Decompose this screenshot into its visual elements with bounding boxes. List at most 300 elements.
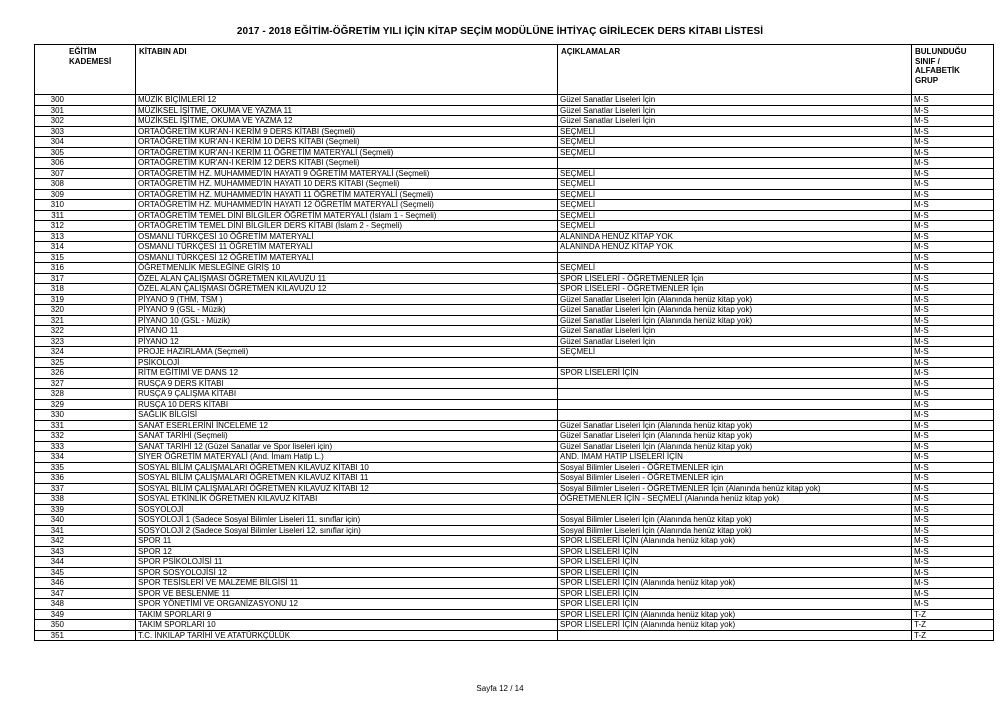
cell-grup: M-S bbox=[912, 179, 994, 190]
cell-egitim-kademesi bbox=[66, 105, 136, 116]
cell-row-number: 303 bbox=[35, 126, 67, 137]
cell-kitap-adi: MÜZİKSEL İŞİTME, OKUMA VE YAZMA 11 bbox=[136, 105, 558, 116]
table-row bbox=[35, 210, 994, 221]
cell-grup: M-S bbox=[912, 158, 994, 169]
table-row bbox=[35, 567, 994, 578]
cell-kitap-adi: SANAT TARİHİ 12 (Güzel Sanatlar ve Spor liseleri için) bbox=[136, 441, 558, 452]
cell-kitap-adi: T.C. İNKILAP TARİHİ VE ATATÜRKÇÜLÜK bbox=[136, 630, 558, 641]
table-row bbox=[35, 263, 994, 274]
cell-row-number: 328 bbox=[35, 389, 67, 400]
cell-aciklama bbox=[558, 357, 912, 368]
column-header-kitap-adi: KİTABIN ADI bbox=[136, 45, 558, 95]
cell-kitap-adi: SPOR SOSYOLOJİSİ 12 bbox=[136, 567, 558, 578]
cell-row-number: 334 bbox=[35, 452, 67, 463]
cell-aciklama: SEÇMELİ bbox=[558, 147, 912, 158]
cell-aciklama: Güzel Sanatlar Liseleri İçin (Alanında henüz kitap yok) bbox=[558, 420, 912, 431]
cell-kitap-adi: OSMANLI TÜRKÇESİ 11 ÖĞRETİM MATERYALİ bbox=[136, 242, 558, 253]
cell-kitap-adi: MÜZİK BİÇİMLERİ 12 bbox=[136, 95, 558, 106]
cell-kitap-adi: SOSYAL BİLİM ÇALIŞMALARI ÖĞRETMEN KILAVUZ KİTABI 12 bbox=[136, 483, 558, 494]
cell-grup: M-S bbox=[912, 389, 994, 400]
cell-grup: M-S bbox=[912, 431, 994, 442]
table-row bbox=[35, 273, 994, 284]
cell-grup: M-S bbox=[912, 284, 994, 295]
cell-kitap-adi: PİYANO 12 bbox=[136, 336, 558, 347]
cell-kitap-adi: SANAT ESERLERİNİ İNCELEME 12 bbox=[136, 420, 558, 431]
cell-grup: M-S bbox=[912, 441, 994, 452]
cell-row-number: 326 bbox=[35, 368, 67, 379]
cell-kitap-adi: SPOR TESİSLERİ VE MALZEME BİLGİSİ 11 bbox=[136, 578, 558, 589]
cell-egitim-kademesi bbox=[66, 420, 136, 431]
cell-kitap-adi: SOSYAL BİLİM ÇALIŞMALARI ÖĞRETMEN KILAVUZ KİTABI 11 bbox=[136, 473, 558, 484]
cell-egitim-kademesi bbox=[66, 147, 136, 158]
cell-grup: T-Z bbox=[912, 620, 994, 631]
cell-kitap-adi: SOSYAL BİLİM ÇALIŞMALARI ÖĞRETMEN KILAVUZ KİTABI 10 bbox=[136, 462, 558, 473]
cell-grup: M-S bbox=[912, 567, 994, 578]
cell-grup: M-S bbox=[912, 515, 994, 526]
cell-aciklama: Güzel Sanatlar Liseleri İçin bbox=[558, 326, 912, 337]
cell-egitim-kademesi bbox=[66, 137, 136, 148]
table-row bbox=[35, 620, 994, 631]
cell-egitim-kademesi bbox=[66, 158, 136, 169]
table-row bbox=[35, 515, 994, 526]
cell-aciklama: Sosyal Bilimler Liseleri - ÖĞRETMENLER İçin (Alanında henüz kitap yok) bbox=[558, 483, 912, 494]
cell-egitim-kademesi bbox=[66, 242, 136, 253]
cell-kitap-adi: SPOR YÖNETİMİ VE ORGANİZASYONU 12 bbox=[136, 599, 558, 610]
cell-egitim-kademesi bbox=[66, 630, 136, 641]
cell-aciklama: ALANINDA HENÜZ KİTAP YOK bbox=[558, 231, 912, 242]
cell-row-number: 302 bbox=[35, 116, 67, 127]
table-row bbox=[35, 326, 994, 337]
table-row bbox=[35, 284, 994, 295]
cell-row-number: 337 bbox=[35, 483, 67, 494]
column-header-kademe-no bbox=[35, 45, 67, 95]
table-row bbox=[35, 462, 994, 473]
page-title: 2017 - 2018 EĞİTİM-ÖĞRETİM YILI İÇİN KİTAP SEÇİM MODÜLÜNE İHTİYAÇ GİRİLECEK DERS KİTABI LİSTESİ bbox=[236, 26, 764, 37]
cell-aciklama: Güzel Sanatlar Liseleri İçin bbox=[558, 95, 912, 106]
table-row bbox=[35, 116, 994, 127]
table-row bbox=[35, 315, 994, 326]
cell-kitap-adi: ÖZEL ALAN ÇALIŞMASI ÖĞRETMEN KILAVUZU 11 bbox=[136, 273, 558, 284]
cell-aciklama: SPOR LİSELERİ İÇİN (Alanında henüz kitap yok) bbox=[558, 578, 912, 589]
cell-egitim-kademesi bbox=[66, 504, 136, 515]
cell-row-number: 305 bbox=[35, 147, 67, 158]
table-row bbox=[35, 525, 994, 536]
cell-kitap-adi: MÜZİKSEL İŞİTME, OKUMA VE YAZMA 12 bbox=[136, 116, 558, 127]
cell-egitim-kademesi bbox=[66, 116, 136, 127]
table-row bbox=[35, 221, 994, 232]
cell-kitap-adi: SANAT TARİHİ (Seçmeli) bbox=[136, 431, 558, 442]
page-footer: Sayfa 12 / 14 bbox=[476, 684, 524, 693]
cell-row-number: 346 bbox=[35, 578, 67, 589]
table-row bbox=[35, 599, 994, 610]
cell-egitim-kademesi bbox=[66, 536, 136, 547]
cell-grup: M-S bbox=[912, 473, 994, 484]
table-row bbox=[35, 179, 994, 190]
cell-egitim-kademesi bbox=[66, 483, 136, 494]
cell-egitim-kademesi bbox=[66, 126, 136, 137]
cell-grup: M-S bbox=[912, 231, 994, 242]
cell-egitim-kademesi bbox=[66, 515, 136, 526]
cell-egitim-kademesi bbox=[66, 284, 136, 295]
cell-egitim-kademesi bbox=[66, 494, 136, 505]
cell-grup: M-S bbox=[912, 336, 994, 347]
table-row bbox=[35, 630, 994, 641]
cell-grup: M-S bbox=[912, 252, 994, 263]
cell-aciklama bbox=[558, 410, 912, 421]
cell-aciklama: SEÇMELİ bbox=[558, 137, 912, 148]
cell-kitap-adi: SPOR 11 bbox=[136, 536, 558, 547]
cell-kitap-adi: ORTAÖĞRETİM KUR'AN-I KERİM 10 DERS KİTABI (Seçmeli) bbox=[136, 137, 558, 148]
cell-aciklama: SPOR LİSELERİ İÇİN (Alanında henüz kitap yok) bbox=[558, 620, 912, 631]
cell-aciklama: Güzel Sanatlar Liseleri İçin (Alanında henüz kitap yok) bbox=[558, 441, 912, 452]
table-row bbox=[35, 504, 994, 515]
cell-grup: M-S bbox=[912, 494, 994, 505]
cell-aciklama: SPOR LİSELERİ - ÖĞRETMENLER İçin bbox=[558, 273, 912, 284]
cell-kitap-adi: TAKIM SPORLARI 10 bbox=[136, 620, 558, 631]
table-row bbox=[35, 452, 994, 463]
cell-aciklama bbox=[558, 389, 912, 400]
cell-aciklama: AND. İMAM HATİP LİSELERİ İÇİN bbox=[558, 452, 912, 463]
cell-row-number: 324 bbox=[35, 347, 67, 358]
cell-egitim-kademesi bbox=[66, 546, 136, 557]
cell-kitap-adi: SİYER ÖĞRETİM MATERYALİ (And. İmam Hatip L.) bbox=[136, 452, 558, 463]
cell-row-number: 301 bbox=[35, 105, 67, 116]
table-row bbox=[35, 389, 994, 400]
cell-aciklama: SPOR LİSELERİ İÇİN bbox=[558, 546, 912, 557]
table-row bbox=[35, 242, 994, 253]
cell-row-number: 310 bbox=[35, 200, 67, 211]
cell-grup: M-S bbox=[912, 546, 994, 557]
cell-grup: M-S bbox=[912, 588, 994, 599]
cell-egitim-kademesi bbox=[66, 315, 136, 326]
cell-kitap-adi: PROJE HAZIRLAMA (Seçmeli) bbox=[136, 347, 558, 358]
column-header-grup-line3: ALFABETİK bbox=[915, 66, 960, 75]
table-row bbox=[35, 420, 994, 431]
cell-grup: M-S bbox=[912, 294, 994, 305]
cell-grup: M-S bbox=[912, 137, 994, 148]
cell-egitim-kademesi bbox=[66, 399, 136, 410]
cell-egitim-kademesi bbox=[66, 336, 136, 347]
cell-kitap-adi: TAKIM SPORLARI 9 bbox=[136, 609, 558, 620]
cell-row-number: 344 bbox=[35, 557, 67, 568]
table-row bbox=[35, 431, 994, 442]
table-row bbox=[35, 578, 994, 589]
cell-aciklama: SPOR LİSELERİ İÇİN bbox=[558, 368, 912, 379]
table-row bbox=[35, 536, 994, 547]
cell-egitim-kademesi bbox=[66, 588, 136, 599]
table-header bbox=[35, 45, 994, 95]
cell-kitap-adi: RUSÇA 9 ÇALIŞMA KİTABI bbox=[136, 389, 558, 400]
cell-row-number: 316 bbox=[35, 263, 67, 274]
table-row bbox=[35, 95, 994, 106]
cell-aciklama: Sosyal Bilimler Liseleri İçin (Alanında henüz kitap yok) bbox=[558, 515, 912, 526]
cell-aciklama: Güzel Sanatlar Liseleri İçin bbox=[558, 105, 912, 116]
cell-row-number: 349 bbox=[35, 609, 67, 620]
cell-row-number: 304 bbox=[35, 137, 67, 148]
column-header-grup bbox=[912, 45, 994, 95]
cell-egitim-kademesi bbox=[66, 210, 136, 221]
cell-kitap-adi: PİYANO 10 (GSL - Müzik) bbox=[136, 315, 558, 326]
cell-aciklama: Güzel Sanatlar Liseleri İçin (Alanında henüz kitap yok) bbox=[558, 305, 912, 316]
cell-grup: M-S bbox=[912, 242, 994, 253]
table-row bbox=[35, 347, 994, 358]
cell-grup: M-S bbox=[912, 147, 994, 158]
cell-grup: M-S bbox=[912, 263, 994, 274]
cell-row-number: 340 bbox=[35, 515, 67, 526]
cell-grup: M-S bbox=[912, 200, 994, 211]
cell-grup: M-S bbox=[912, 504, 994, 515]
cell-row-number: 315 bbox=[35, 252, 67, 263]
cell-row-number: 330 bbox=[35, 410, 67, 421]
cell-grup: M-S bbox=[912, 483, 994, 494]
cell-row-number: 307 bbox=[35, 168, 67, 179]
cell-kitap-adi: PİYANO 11 bbox=[136, 326, 558, 337]
cell-grup: M-S bbox=[912, 420, 994, 431]
cell-kitap-adi: ÖZEL ALAN ÇALIŞMASI ÖĞRETMEN KILAVUZU 12 bbox=[136, 284, 558, 295]
cell-kitap-adi: RUSÇA 10 DERS KİTABI bbox=[136, 399, 558, 410]
cell-aciklama: SEÇMELİ bbox=[558, 263, 912, 274]
cell-kitap-adi: OSMANLI TÜRKÇESİ 12 ÖĞRETİM MATERYALİ bbox=[136, 252, 558, 263]
cell-aciklama: SPOR LİSELERİ İÇİN bbox=[558, 567, 912, 578]
cell-grup: M-S bbox=[912, 315, 994, 326]
cell-kitap-adi: SPOR VE BESLENME 11 bbox=[136, 588, 558, 599]
table-row bbox=[35, 483, 994, 494]
cell-row-number: 329 bbox=[35, 399, 67, 410]
table-row bbox=[35, 252, 994, 263]
cell-aciklama: Güzel Sanatlar Liseleri İçin (Alanında henüz kitap yok) bbox=[558, 294, 912, 305]
cell-row-number: 318 bbox=[35, 284, 67, 295]
cell-aciklama: Güzel Sanatlar Liseleri İçin (Alanında henüz kitap yok) bbox=[558, 315, 912, 326]
cell-egitim-kademesi bbox=[66, 462, 136, 473]
cell-kitap-adi: SPOR 12 bbox=[136, 546, 558, 557]
cell-grup: M-S bbox=[912, 126, 994, 137]
cell-grup: M-S bbox=[912, 168, 994, 179]
cell-row-number: 341 bbox=[35, 525, 67, 536]
cell-egitim-kademesi bbox=[66, 294, 136, 305]
table-row bbox=[35, 588, 994, 599]
cell-kitap-adi: ORTAÖĞRETİM TEMEL DİNİ BİLGİLER ÖĞRETİM MATERYALİ (İslam 1 - Seçmeli) bbox=[136, 210, 558, 221]
cell-grup: M-S bbox=[912, 557, 994, 568]
cell-aciklama bbox=[558, 252, 912, 263]
table-row bbox=[35, 410, 994, 421]
cell-aciklama bbox=[558, 504, 912, 515]
cell-grup: M-S bbox=[912, 305, 994, 316]
cell-grup: T-Z bbox=[912, 609, 994, 620]
column-header-kademe-line1: EĞİTİM bbox=[69, 47, 97, 56]
cell-egitim-kademesi bbox=[66, 431, 136, 442]
cell-kitap-adi: ORTAÖĞRETİM KUR'AN-I KERİM 9 DERS KİTABI (Seçmeli) bbox=[136, 126, 558, 137]
column-header-grup-line4: GRUP bbox=[915, 75, 939, 85]
table-row bbox=[35, 609, 994, 620]
table-row bbox=[35, 357, 994, 368]
cell-aciklama: ÖĞRETMENLER İÇİN - SEÇMELİ (Alanında henüz kitap yok) bbox=[558, 494, 912, 505]
cell-egitim-kademesi bbox=[66, 473, 136, 484]
cell-row-number: 342 bbox=[35, 536, 67, 547]
table-body bbox=[35, 95, 994, 641]
cell-grup: M-S bbox=[912, 105, 994, 116]
cell-row-number: 347 bbox=[35, 588, 67, 599]
cell-grup: M-S bbox=[912, 189, 994, 200]
cell-kitap-adi: RİTM EĞİTİMİ VE DANS 12 bbox=[136, 368, 558, 379]
cell-row-number: 321 bbox=[35, 315, 67, 326]
cell-grup: M-S bbox=[912, 410, 994, 421]
cell-kitap-adi: OSMANLI TÜRKÇESİ 10 ÖĞRETİM MATERYALİ bbox=[136, 231, 558, 242]
cell-kitap-adi: SOSYOLOJİ 1 (Sadece Sosyal Bilimler Liseleri 11. sınıflar için) bbox=[136, 515, 558, 526]
cell-kitap-adi: ORTAÖĞRETİM HZ. MUHAMMED'İN HAYATI 10 DERS KİTABI (Seçmeli) bbox=[136, 179, 558, 190]
cell-aciklama: Sosyal Bilimler Liseleri - ÖĞRETMENLER için bbox=[558, 462, 912, 473]
cell-kitap-adi: PİYANO 9 (THM, TSM ) bbox=[136, 294, 558, 305]
cell-aciklama: Sosyal Bilimler Liseleri - ÖĞRETMENLER için bbox=[558, 473, 912, 484]
cell-row-number: 335 bbox=[35, 462, 67, 473]
cell-kitap-adi: SPOR PSİKOLOJİSİ 11 bbox=[136, 557, 558, 568]
table-row bbox=[35, 494, 994, 505]
cell-egitim-kademesi bbox=[66, 200, 136, 211]
book-list-table bbox=[34, 44, 994, 641]
cell-row-number: 312 bbox=[35, 221, 67, 232]
cell-egitim-kademesi bbox=[66, 168, 136, 179]
cell-row-number: 343 bbox=[35, 546, 67, 557]
cell-egitim-kademesi bbox=[66, 95, 136, 106]
cell-aciklama: Güzel Sanatlar Liseleri İçin bbox=[558, 116, 912, 127]
cell-row-number: 339 bbox=[35, 504, 67, 515]
cell-grup: M-S bbox=[912, 462, 994, 473]
cell-aciklama bbox=[558, 378, 912, 389]
table-row bbox=[35, 137, 994, 148]
cell-aciklama: SPOR LİSELERİ İÇİN bbox=[558, 557, 912, 568]
column-header-grup-line1: BULUNDUĞU bbox=[915, 47, 967, 56]
table-row bbox=[35, 126, 994, 137]
table-row bbox=[35, 105, 994, 116]
cell-row-number: 323 bbox=[35, 336, 67, 347]
cell-grup: M-S bbox=[912, 525, 994, 536]
cell-kitap-adi: SOSYAL ETKİNLİK ÖĞRETMEN KILAVUZ KİTABI bbox=[136, 494, 558, 505]
table-row bbox=[35, 473, 994, 484]
cell-row-number: 306 bbox=[35, 158, 67, 169]
cell-grup: M-S bbox=[912, 95, 994, 106]
cell-egitim-kademesi bbox=[66, 357, 136, 368]
cell-row-number: 309 bbox=[35, 189, 67, 200]
cell-row-number: 350 bbox=[35, 620, 67, 631]
cell-grup: M-S bbox=[912, 221, 994, 232]
cell-row-number: 338 bbox=[35, 494, 67, 505]
cell-row-number: 345 bbox=[35, 567, 67, 578]
cell-aciklama bbox=[558, 158, 912, 169]
cell-row-number: 317 bbox=[35, 273, 67, 284]
cell-grup: T-Z bbox=[912, 630, 994, 641]
cell-egitim-kademesi bbox=[66, 410, 136, 421]
cell-egitim-kademesi bbox=[66, 231, 136, 242]
cell-aciklama: SEÇMELİ bbox=[558, 221, 912, 232]
table-row bbox=[35, 200, 994, 211]
cell-aciklama: SEÇMELİ bbox=[558, 210, 912, 221]
cell-row-number: 320 bbox=[35, 305, 67, 316]
cell-row-number: 325 bbox=[35, 357, 67, 368]
cell-kitap-adi: ORTAÖĞRETİM HZ. MUHAMMED'İN HAYATI 12 ÖĞRETİM MATERYALİ (Seçmeli) bbox=[136, 200, 558, 211]
table-row bbox=[35, 546, 994, 557]
cell-kitap-adi: ORTAÖĞRETİM KUR'AN-I KERİM 11 ÖĞRETİM MATERYALİ (Seçmeli) bbox=[136, 147, 558, 158]
table-header-row bbox=[35, 45, 994, 95]
cell-grup: M-S bbox=[912, 347, 994, 358]
table-row bbox=[35, 147, 994, 158]
cell-kitap-adi: ÖĞRETMENLİK MESLEĞİNE GİRİŞ 10 bbox=[136, 263, 558, 274]
cell-egitim-kademesi bbox=[66, 389, 136, 400]
cell-egitim-kademesi bbox=[66, 599, 136, 610]
cell-grup: M-S bbox=[912, 578, 994, 589]
cell-egitim-kademesi bbox=[66, 525, 136, 536]
cell-grup: M-S bbox=[912, 399, 994, 410]
cell-kitap-adi: ORTAÖĞRETİM HZ. MUHAMMED'İN HAYATI 9 ÖĞRETİM MATERYALİ (Seçmeli) bbox=[136, 168, 558, 179]
cell-row-number: 332 bbox=[35, 431, 67, 442]
cell-egitim-kademesi bbox=[66, 263, 136, 274]
cell-egitim-kademesi bbox=[66, 609, 136, 620]
cell-kitap-adi: RUSÇA 9 DERS KİTABI bbox=[136, 378, 558, 389]
cell-grup: M-S bbox=[912, 452, 994, 463]
cell-kitap-adi: SAĞLIK BİLGİSİ bbox=[136, 410, 558, 421]
cell-row-number: 333 bbox=[35, 441, 67, 452]
cell-grup: M-S bbox=[912, 378, 994, 389]
cell-aciklama: SEÇMELİ bbox=[558, 126, 912, 137]
cell-egitim-kademesi bbox=[66, 252, 136, 263]
cell-row-number: 327 bbox=[35, 378, 67, 389]
cell-aciklama: ALANINDA HENÜZ KİTAP YOK bbox=[558, 242, 912, 253]
cell-egitim-kademesi bbox=[66, 378, 136, 389]
table-row bbox=[35, 294, 994, 305]
cell-egitim-kademesi bbox=[66, 189, 136, 200]
cell-aciklama: SEÇMELİ bbox=[558, 168, 912, 179]
cell-aciklama bbox=[558, 630, 912, 641]
column-header-grup-line2: SINIF / bbox=[915, 56, 940, 66]
cell-egitim-kademesi bbox=[66, 347, 136, 358]
cell-row-number: 351 bbox=[35, 630, 67, 641]
cell-egitim-kademesi bbox=[66, 452, 136, 463]
cell-egitim-kademesi bbox=[66, 557, 136, 568]
cell-aciklama: SPOR LİSELERİ - ÖĞRETMENLER İçin bbox=[558, 284, 912, 295]
cell-aciklama: SEÇMELİ bbox=[558, 347, 912, 358]
cell-aciklama bbox=[558, 399, 912, 410]
cell-grup: M-S bbox=[912, 536, 994, 547]
cell-grup: M-S bbox=[912, 273, 994, 284]
cell-aciklama: SEÇMELİ bbox=[558, 179, 912, 190]
cell-aciklama: SPOR LİSELERİ İÇİN bbox=[558, 588, 912, 599]
cell-aciklama: SEÇMELİ bbox=[558, 189, 912, 200]
cell-row-number: 331 bbox=[35, 420, 67, 431]
cell-grup: M-S bbox=[912, 326, 994, 337]
cell-row-number: 319 bbox=[35, 294, 67, 305]
cell-row-number: 300 bbox=[35, 95, 67, 106]
cell-grup: M-S bbox=[912, 116, 994, 127]
cell-egitim-kademesi bbox=[66, 326, 136, 337]
table-row bbox=[35, 231, 994, 242]
cell-kitap-adi: SOSYOLOJİ 2 (Sadece Sosyal Bilimler Liseleri 12. sınıflar için) bbox=[136, 525, 558, 536]
table-row bbox=[35, 399, 994, 410]
table-row bbox=[35, 189, 994, 200]
cell-grup: M-S bbox=[912, 357, 994, 368]
cell-egitim-kademesi bbox=[66, 567, 136, 578]
cell-aciklama: SPOR LİSELERİ İÇİN (Alanında henüz kitap yok) bbox=[558, 536, 912, 547]
cell-egitim-kademesi bbox=[66, 441, 136, 452]
table-row bbox=[35, 378, 994, 389]
column-header-kademe bbox=[66, 45, 136, 95]
cell-row-number: 314 bbox=[35, 242, 67, 253]
cell-grup: M-S bbox=[912, 599, 994, 610]
cell-aciklama: Sosyal Bilimler Liseleri İçin (Alanında henüz kitap yok) bbox=[558, 525, 912, 536]
cell-aciklama: SPOR LİSELERİ İÇİN (Alanında henüz kitap yok) bbox=[558, 609, 912, 620]
cell-row-number: 336 bbox=[35, 473, 67, 484]
cell-aciklama: SPOR LİSELERİ İÇİN bbox=[558, 599, 912, 610]
cell-kitap-adi: PİYANO 9 (GSL - Müzik) bbox=[136, 305, 558, 316]
cell-grup: M-S bbox=[912, 368, 994, 379]
table-row bbox=[35, 305, 994, 316]
